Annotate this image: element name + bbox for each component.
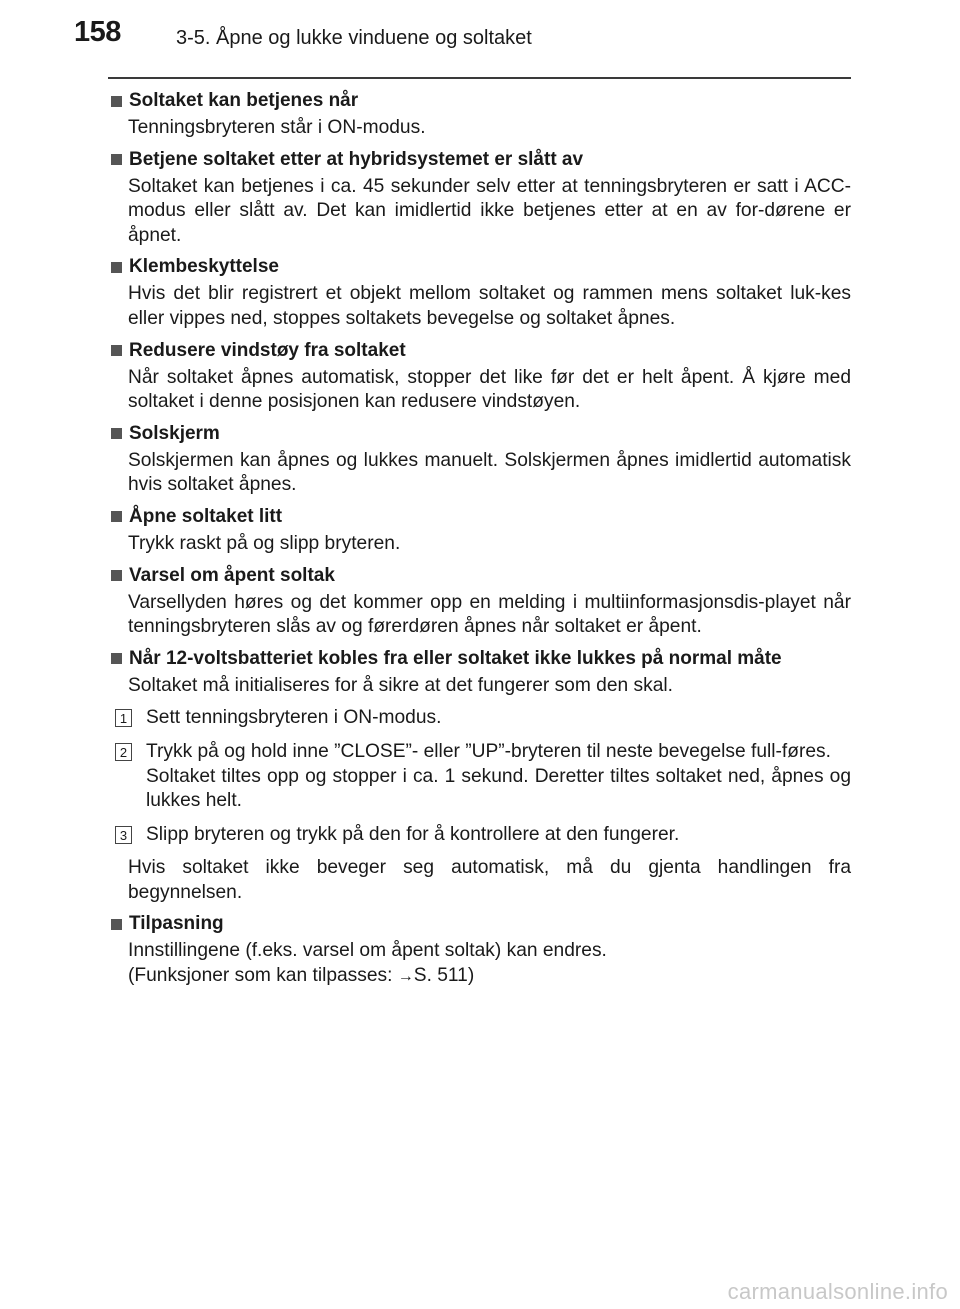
section-body xyxy=(108,449,851,498)
section-heading xyxy=(108,911,851,937)
square-bullet-icon xyxy=(111,428,122,439)
paragraph: Solskjermen kan åpnes og lukkes manuelt. Solskjermen åpnes imidlertid automatisk hvis soltaket åpnes. xyxy=(128,449,851,496)
section-heading-text: Tilpasning xyxy=(129,913,224,935)
paragraph: Når soltaket åpnes automatisk, stopper det like før det er helt åpent. Å kjøre med soltaket i denne posisjonen kan redusere vindstøyen. xyxy=(128,366,851,413)
step-item xyxy=(108,823,851,848)
step-list xyxy=(108,706,851,847)
section-heading xyxy=(108,563,851,589)
section-body xyxy=(108,282,851,331)
section-heading xyxy=(108,254,851,280)
section-heading-text: Varsel om åpent soltak xyxy=(129,564,335,586)
paragraph: Soltaket kan betjenes i ca. 45 sekunder selv etter at tenningsbryteren er satt i ACC-modus eller slått av. Det kan imidlertid ikke betjenes etter at en av for-dørene er åpnet. xyxy=(128,175,851,246)
step-line: Soltaket tiltes opp og stopper i ca. 1 sekund. Deretter tiltes soltaket ned, åpnes og lukkes helt. xyxy=(146,765,851,812)
section-heading xyxy=(108,147,851,173)
section-open-warning xyxy=(108,563,851,640)
section-after-hybrid-off xyxy=(108,147,851,249)
section-body xyxy=(108,591,851,640)
section-body xyxy=(108,532,851,557)
square-bullet-icon xyxy=(111,919,122,930)
chapter-title: 3-5. Åpne og lukke vinduene og soltaket xyxy=(176,27,532,49)
step-item xyxy=(108,706,851,731)
step-text xyxy=(146,823,851,848)
section-body xyxy=(108,856,851,905)
paragraph: Hvis soltaket ikke beveger seg automatisk, må du gjenta handlingen fra begynnelsen. xyxy=(128,857,851,903)
step-number-box: 1 xyxy=(115,709,132,727)
header-divider xyxy=(108,77,851,79)
section-heading xyxy=(108,504,851,530)
page-header xyxy=(0,0,960,80)
square-bullet-icon xyxy=(111,154,122,165)
section-body xyxy=(108,116,851,141)
section-heading xyxy=(108,646,851,672)
step-text xyxy=(146,706,851,731)
paragraph: Innstillingene (f.eks. varsel om åpent soltak) kan endres. xyxy=(128,940,607,962)
square-bullet-icon xyxy=(111,653,122,664)
step-line: Sett tenningsbryteren i ON-modus. xyxy=(146,707,442,729)
paragraph: Soltaket må initialiseres for å sikre at det fungerer som den skal. xyxy=(128,674,673,696)
square-bullet-icon xyxy=(111,96,122,107)
step-number-box: 3 xyxy=(115,826,132,844)
step-line: Trykk på og hold inne ”CLOSE”- eller ”UP”-bryteren til neste bevegelse full-føres. xyxy=(146,740,831,762)
paragraph: Varsellyden høres og det kommer opp en melding i multiinformasjonsdis-playet når tenningsbryteren slås av og førerdøren åpnes når soltaket er åpent. xyxy=(128,591,851,638)
arrow-right-icon: → xyxy=(397,968,414,986)
section-sunshade xyxy=(108,421,851,498)
section-initialization xyxy=(108,646,851,906)
step-text xyxy=(146,740,851,814)
section-sunroof-operable xyxy=(108,88,851,141)
section-body xyxy=(108,939,851,989)
section-heading xyxy=(108,421,851,447)
section-wind-noise xyxy=(108,338,851,415)
reference-target: S. 511) xyxy=(413,965,475,987)
section-heading-text: Redusere vindstøy fra soltaket xyxy=(129,339,406,361)
section-heading-text: Åpne soltaket litt xyxy=(129,505,283,527)
section-customization xyxy=(108,911,851,989)
page-content xyxy=(108,88,851,996)
section-heading-text: Betjene soltaket etter at hybridsystemet er slått av xyxy=(129,148,584,170)
square-bullet-icon xyxy=(111,570,122,581)
watermark: carmanualsonline.info xyxy=(727,1279,948,1304)
section-open-slightly xyxy=(108,504,851,557)
section-jam-protection xyxy=(108,254,851,331)
square-bullet-icon xyxy=(111,262,122,273)
reference-prefix: (Funksjoner som kan tilpasses: xyxy=(128,965,398,987)
step-line: Slipp bryteren og trykk på den for å kontrollere at den fungerer. xyxy=(146,823,680,845)
section-body xyxy=(108,674,851,699)
section-heading xyxy=(108,338,851,364)
section-heading xyxy=(108,88,851,114)
section-body xyxy=(108,175,851,249)
paragraph: Tenningsbryteren står i ON-modus. xyxy=(128,117,426,138)
page-reference xyxy=(128,964,851,990)
section-heading-text: Soltaket kan betjenes når xyxy=(129,90,359,111)
square-bullet-icon xyxy=(111,345,122,356)
section-body xyxy=(108,366,851,415)
paragraph: Hvis det blir registrert et objekt mellom soltaket og rammen mens soltaket luk-kes eller vippes ned, stoppes soltakets bevegelse og soltaket åpnes. xyxy=(128,283,851,329)
square-bullet-icon xyxy=(111,511,122,522)
step-number-box: 2 xyxy=(115,743,132,761)
section-heading-text: Når 12-voltsbatteriet kobles fra eller soltaket ikke lukkes på normal måte xyxy=(129,647,782,669)
section-heading-text: Klembeskyttelse xyxy=(129,256,279,278)
section-heading-text: Solskjerm xyxy=(129,422,220,444)
page-number: 158 xyxy=(74,16,121,48)
paragraph: Trykk raskt på og slipp bryteren. xyxy=(128,532,401,554)
step-item xyxy=(108,740,851,814)
